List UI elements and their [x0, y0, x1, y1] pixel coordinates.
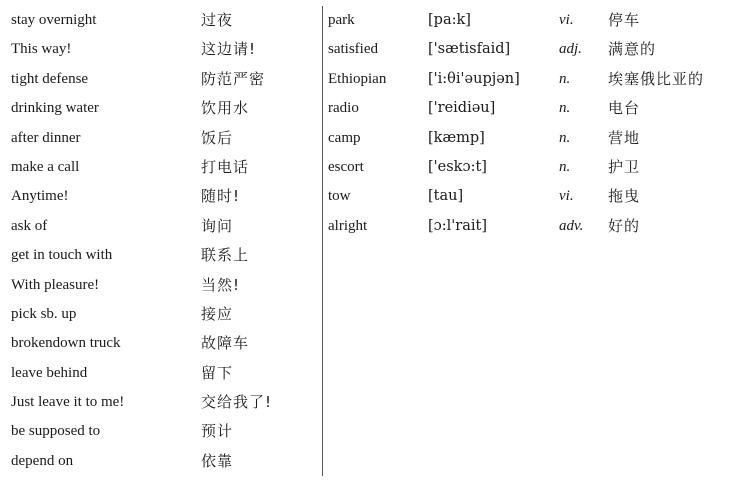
vocab-part-of-speech: adv. — [559, 217, 584, 234]
phrase-chinese: 当然! — [201, 275, 241, 294]
phrase-english: This way! — [11, 41, 72, 58]
phrase-chinese: 交给我了! — [201, 393, 273, 412]
vocab-word: camp — [328, 129, 361, 146]
vocab-part-of-speech: n. — [559, 70, 571, 87]
phrase-chinese: 联系上 — [201, 246, 250, 265]
phrase-english: make a call — [11, 158, 80, 175]
vocab-meaning: 好的 — [608, 216, 641, 235]
vocab-word: escort — [328, 158, 364, 175]
phrase-english: Just leave it to me! — [11, 394, 125, 411]
phrase-english: depend on — [11, 452, 74, 469]
vocab-part-of-speech: n. — [559, 158, 571, 175]
phrase-row — [11, 241, 311, 270]
vocab-word: alright — [328, 217, 368, 234]
phrase-list — [11, 6, 311, 476]
phrase-row — [11, 212, 311, 241]
vocab-row — [328, 94, 733, 123]
vocab-meaning: 营地 — [608, 128, 641, 147]
vocab-word: satisfied — [328, 41, 378, 58]
phrase-english: tight defense — [11, 70, 89, 87]
vocab-phonetic: ['eskɔ:t] — [428, 158, 487, 175]
vocab-word: Ethiopian — [328, 70, 387, 87]
vocab-row — [328, 182, 733, 211]
vocab-row — [328, 6, 733, 35]
phrase-english: Anytime! — [11, 188, 69, 205]
phrase-chinese: 防范严密 — [201, 69, 266, 88]
phrase-english: stay overnight — [11, 12, 97, 28]
phrase-english: drinking water — [11, 100, 99, 117]
vocab-meaning: 电台 — [608, 99, 641, 118]
vocab-word: park — [328, 12, 355, 28]
phrase-row — [11, 447, 311, 476]
phrase-chinese: 随时! — [201, 187, 241, 206]
phrase-english: after dinner — [11, 129, 81, 146]
vocab-part-of-speech: n. — [559, 129, 571, 146]
phrase-chinese: 依靠 — [201, 451, 234, 470]
phrase-chinese: 故障车 — [201, 334, 250, 353]
phrase-row — [11, 300, 311, 329]
vocab-phonetic: [ɔ:l'rait] — [428, 217, 487, 234]
vocab-phonetic: ['i:θi'əupjən] — [428, 70, 520, 87]
vocab-meaning: 埃塞俄比亚的 — [608, 69, 705, 88]
phrase-english: ask of — [11, 217, 48, 234]
vocab-row — [328, 212, 733, 241]
phrase-row — [11, 271, 311, 300]
vocab-part-of-speech: n. — [559, 100, 571, 117]
vocab-phonetic: [kæmp] — [428, 129, 485, 146]
phrase-chinese: 留下 — [201, 363, 234, 382]
phrase-chinese: 这边请! — [201, 40, 257, 59]
phrase-row — [11, 359, 311, 388]
phrase-english: get in touch with — [11, 247, 113, 264]
phrase-english: brokendown truck — [11, 335, 121, 352]
vocab-meaning: 满意的 — [608, 40, 657, 59]
phrase-chinese: 接应 — [201, 304, 234, 323]
phrase-chinese: 预计 — [201, 422, 234, 441]
vocabulary-list — [328, 6, 733, 241]
vocab-word: radio — [328, 100, 359, 117]
phrase-english: be supposed to — [11, 423, 101, 440]
phrase-row — [11, 35, 311, 64]
vocab-row — [328, 153, 733, 182]
vocab-row — [328, 65, 733, 94]
phrase-row — [11, 182, 311, 211]
vocab-part-of-speech: vi. — [559, 12, 574, 28]
vocab-row — [328, 35, 733, 64]
vocab-phonetic: ['reidiəu] — [428, 100, 496, 117]
phrase-chinese: 询问 — [201, 216, 234, 235]
phrase-chinese: 饭后 — [201, 128, 234, 147]
vocab-meaning: 拖曳 — [608, 187, 641, 206]
phrase-english: pick sb. up — [11, 305, 77, 322]
phrase-row — [11, 329, 311, 358]
phrase-row — [11, 388, 311, 417]
vocab-phonetic: [pa:k] — [428, 12, 471, 28]
phrase-row — [11, 6, 311, 35]
phrase-row — [11, 124, 311, 153]
phrase-english: With pleasure! — [11, 276, 100, 293]
vocab-row — [328, 124, 733, 153]
vocab-meaning: 停车 — [608, 11, 641, 29]
vocab-phonetic: ['sætisfaid] — [428, 41, 511, 58]
phrase-row — [11, 65, 311, 94]
phrase-row — [11, 94, 311, 123]
vocab-word: tow — [328, 188, 351, 205]
vocab-phonetic: [tau] — [428, 188, 464, 205]
phrase-row — [11, 153, 311, 182]
phrase-chinese: 打电话 — [201, 157, 250, 176]
phrase-chinese: 过夜 — [201, 11, 234, 29]
column-divider — [322, 6, 323, 476]
phrase-english: leave behind — [11, 364, 88, 381]
vocab-meaning: 护卫 — [608, 157, 641, 176]
phrase-row — [11, 417, 311, 446]
phrase-chinese: 饮用水 — [201, 99, 250, 118]
vocab-part-of-speech: adj. — [559, 41, 582, 58]
vocab-part-of-speech: vi. — [559, 188, 574, 205]
